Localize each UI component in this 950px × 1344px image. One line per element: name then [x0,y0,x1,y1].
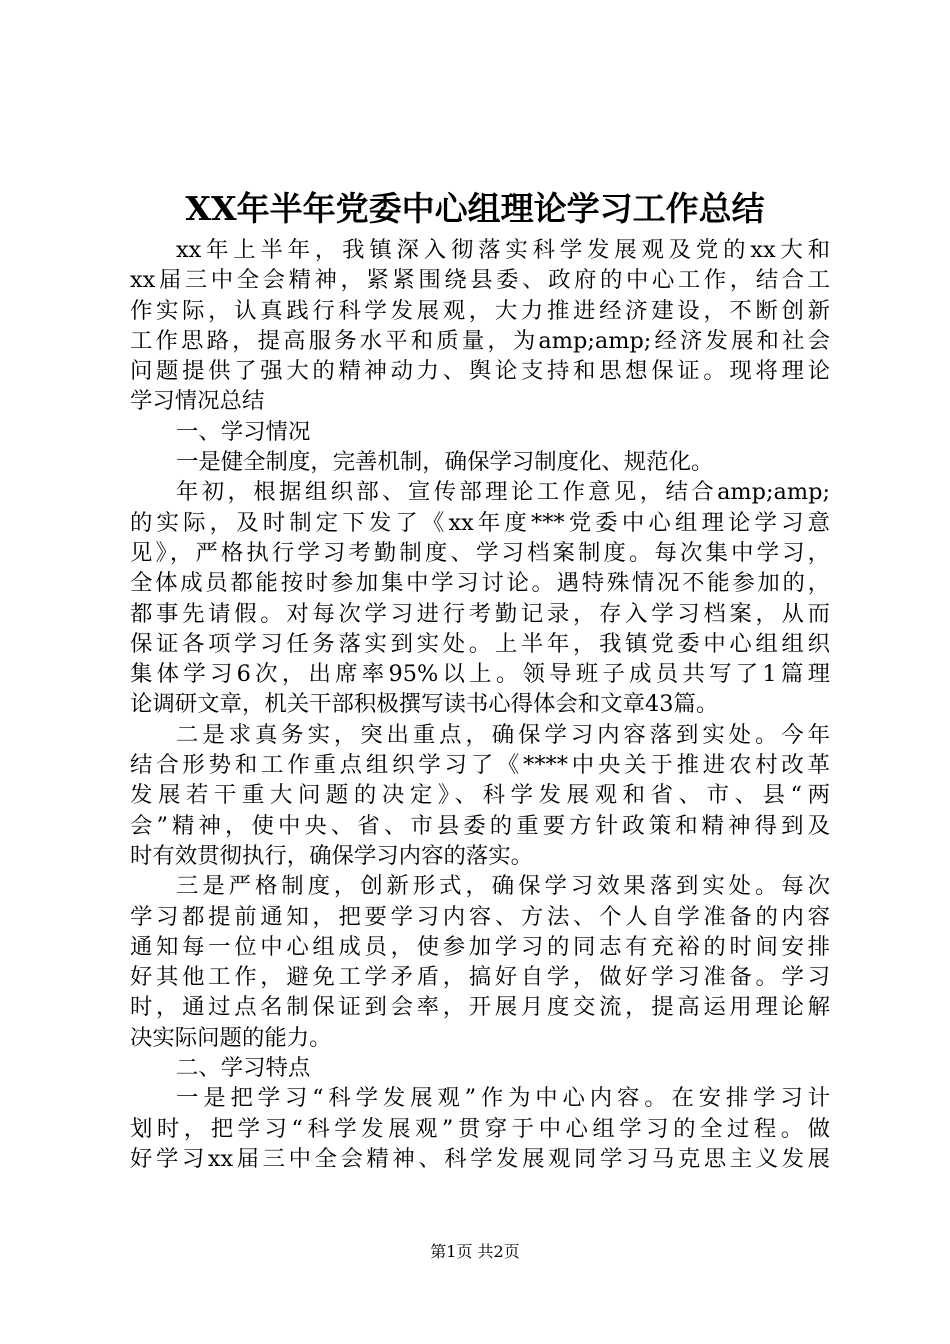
body-line: 一是把学习“科学发展观”作为中心内容。在安排学习计 [176,1085,830,1112]
body-line: 划时，把学习“科学发展观”贯穿于中心组学习的全过程。做 [130,1115,830,1142]
body-line: 一是健全制度，完善机制，确保学习制度化、规范化。 [176,449,714,476]
body-line: 保证各项学习任务落实到实处。上半年，我镇党委中心组组织 [130,630,830,657]
body-line: 会”精神，使中央、省、市县委的重要方针政策和精神得到及 [130,812,830,839]
page-number-footer: 第1页 共2页 [430,1242,520,1261]
body-line: 三是严格制度，创新形式，确保学习效果落到实处。每次 [176,873,830,900]
body-line: 见》，严格执行学习考勤制度、学习档案制度。每次集中学习， [130,539,830,566]
section-heading: 一、学习情况 [176,418,311,445]
body-line: 学习情况总结 [130,388,265,415]
body-line: 作实际，认真践行科学发展观，大力推进经济建设，不断创新 [130,297,830,324]
body-line: 学习都提前通知，把要学习内容、方法、个人自学准备的内容 [130,903,830,930]
body-line: 年初，根据组织部、宣传部理论工作意见，结合amp;amp; [176,479,830,506]
body-line: 通知每一位中心组成员，使参加学习的同志有充裕的时间安排 [130,933,830,960]
body-line: xx年上半年，我镇深入彻落实科学发展观及党的xx大和 [176,237,830,263]
body-line: 都事先请假。对每次学习进行考勤记录，存入学习档案，从而 [130,600,830,627]
body-line: xx届三中全会精神，紧紧围绕县委、政府的中心工作，结合工 [130,267,830,294]
body-line: 发展若干重大问题的决定》、科学发展观和省、市、县“两 [130,782,830,809]
body-line: 时有效贯彻执行，确保学习内容的落实。 [130,842,534,869]
body-line: 论调研文章，机关干部积极撰写读书心得体会和文章43篇。 [130,691,719,718]
body-line: 决实际问题的能力。 [130,1024,332,1051]
body-line: 集体学习6次，出席率95%以上。领导班子成员共写了1篇理 [130,661,830,688]
body-line: 好学习xx届三中全会精神、科学发展观同学习马克思主义发展 [130,1145,830,1172]
body-line: 二是求真务实，突出重点，确保学习内容落到实处。今年 [176,721,830,748]
body-line: 好其他工作，避免工学矛盾，搞好自学，做好学习准备。学习 [130,964,830,991]
body-line: 结合形势和工作重点组织学习了《****中央关于推进农村改革 [130,752,830,779]
body-line: 时，通过点名制保证到会率，开展月度交流，提高运用理论解 [130,994,830,1021]
document-body [130,235,830,1174]
body-line: 全体成员都能按时参加集中学习讨论。遇特殊情况不能参加的， [130,570,830,597]
body-line: 工作思路，提高服务水平和质量，为amp;amp;经济发展和社会 [130,327,830,354]
document-title: XX年半年党委中心组理论学习工作总结 [185,189,765,228]
section-heading: 二、学习特点 [176,1055,311,1082]
body-line: 的实际，及时制定下发了《xx年度***党委中心组理论学习意 [130,509,830,536]
body-line: 问题提供了强大的精神动力、舆论支持和思想保证。现将理论 [130,358,830,385]
